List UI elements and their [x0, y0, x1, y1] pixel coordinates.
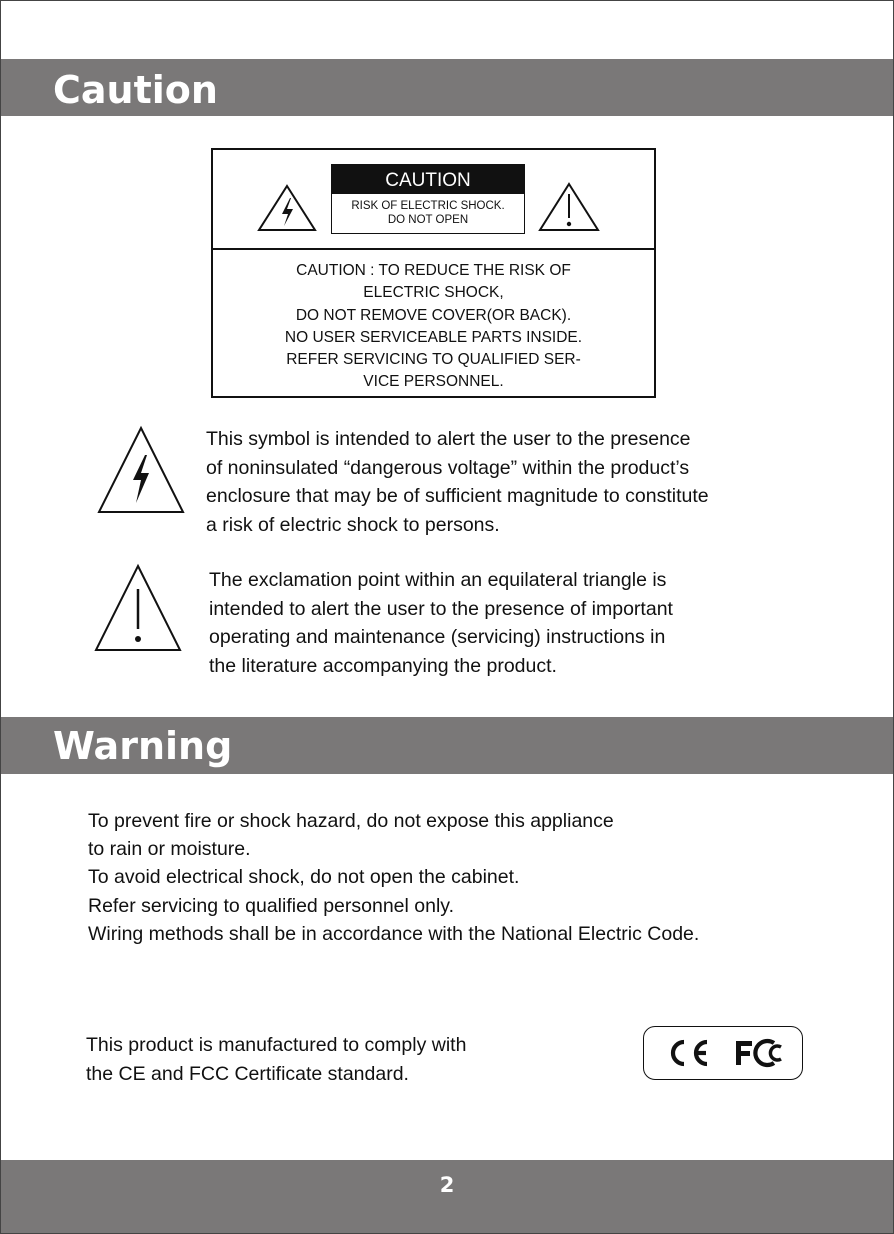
warning-text	[88, 807, 699, 948]
paragraph-line: of noninsulated “dangerous voltage” within the product’s	[206, 456, 690, 479]
compliance-text	[86, 1031, 466, 1089]
label-text-line: REFER SERVICING TO QUALIFIED SER-	[286, 351, 581, 369]
warning-line: To avoid electrical shock, do not open the cabinet.	[88, 866, 520, 889]
label-text	[213, 260, 654, 394]
warning-line: Refer servicing to qualified personnel only.	[88, 894, 455, 917]
exclamation-triangle-icon	[538, 182, 600, 232]
lightning-triangle-icon	[257, 184, 317, 232]
warning-line: To prevent fire or shock hazard, do not expose this appliance	[88, 810, 614, 832]
lightning-triangle-icon	[96, 425, 186, 515]
label-text-line: ELECTRIC SHOCK,	[363, 284, 504, 302]
paragraph-line: a risk of electric shock to persons.	[206, 513, 500, 536]
label-text-line: CAUTION : TO REDUCE THE RISK OF	[296, 262, 571, 279]
paragraph-line: the literature accompanying the product.	[209, 654, 557, 677]
paragraph-line: The exclamation point within an equilateral triangle is	[209, 569, 667, 591]
caution-plate	[331, 164, 525, 234]
caution-plate-heading: CAUTION	[332, 165, 524, 194]
compliance-line: the CE and FCC Certificate standard.	[86, 1063, 409, 1085]
warning-header-band	[1, 717, 893, 774]
certification-marks	[643, 1026, 803, 1080]
label-divider	[213, 248, 654, 250]
caution-header-band	[1, 59, 893, 116]
caution-label	[211, 148, 656, 398]
warning-line: Wiring methods shall be in accordance with the National Electric Code.	[88, 922, 700, 945]
caution-plate-body	[332, 194, 524, 227]
paragraph-line: intended to alert the user to the presence of important	[209, 597, 673, 620]
caution-title: Caution	[53, 68, 218, 112]
label-text-line: DO NOT REMOVE COVER(OR BACK).	[295, 306, 572, 324]
exclamation-triangle-icon	[93, 563, 183, 653]
ce-fcc-logo-icon	[644, 1027, 802, 1079]
caution-plate-line: RISK OF ELECTRIC SHOCK.	[351, 200, 505, 212]
paragraph-line: This symbol is intended to alert the user to the presence	[206, 428, 691, 450]
ce-mark-icon	[673, 1042, 707, 1064]
compliance-line: This product is manufactured to comply with	[86, 1034, 467, 1056]
warning-title: Warning	[53, 724, 233, 768]
label-text-line: NO USER SERVICEABLE PARTS INSIDE.	[284, 328, 583, 346]
label-text-line: VICE PERSONNEL.	[363, 373, 504, 391]
page-number: 2	[439, 1173, 455, 1197]
lightning-symbol-description	[206, 425, 709, 539]
caution-plate-line: DO NOT OPEN	[387, 214, 469, 226]
exclamation-symbol-description	[209, 566, 673, 680]
warning-line: to rain or moisture.	[88, 838, 251, 861]
paragraph-line: enclosure that may be of sufficient magnitude to constitute	[206, 485, 709, 507]
paragraph-line: operating and maintenance (servicing) instructions in	[209, 626, 666, 648]
fcc-mark-icon	[736, 1041, 781, 1065]
